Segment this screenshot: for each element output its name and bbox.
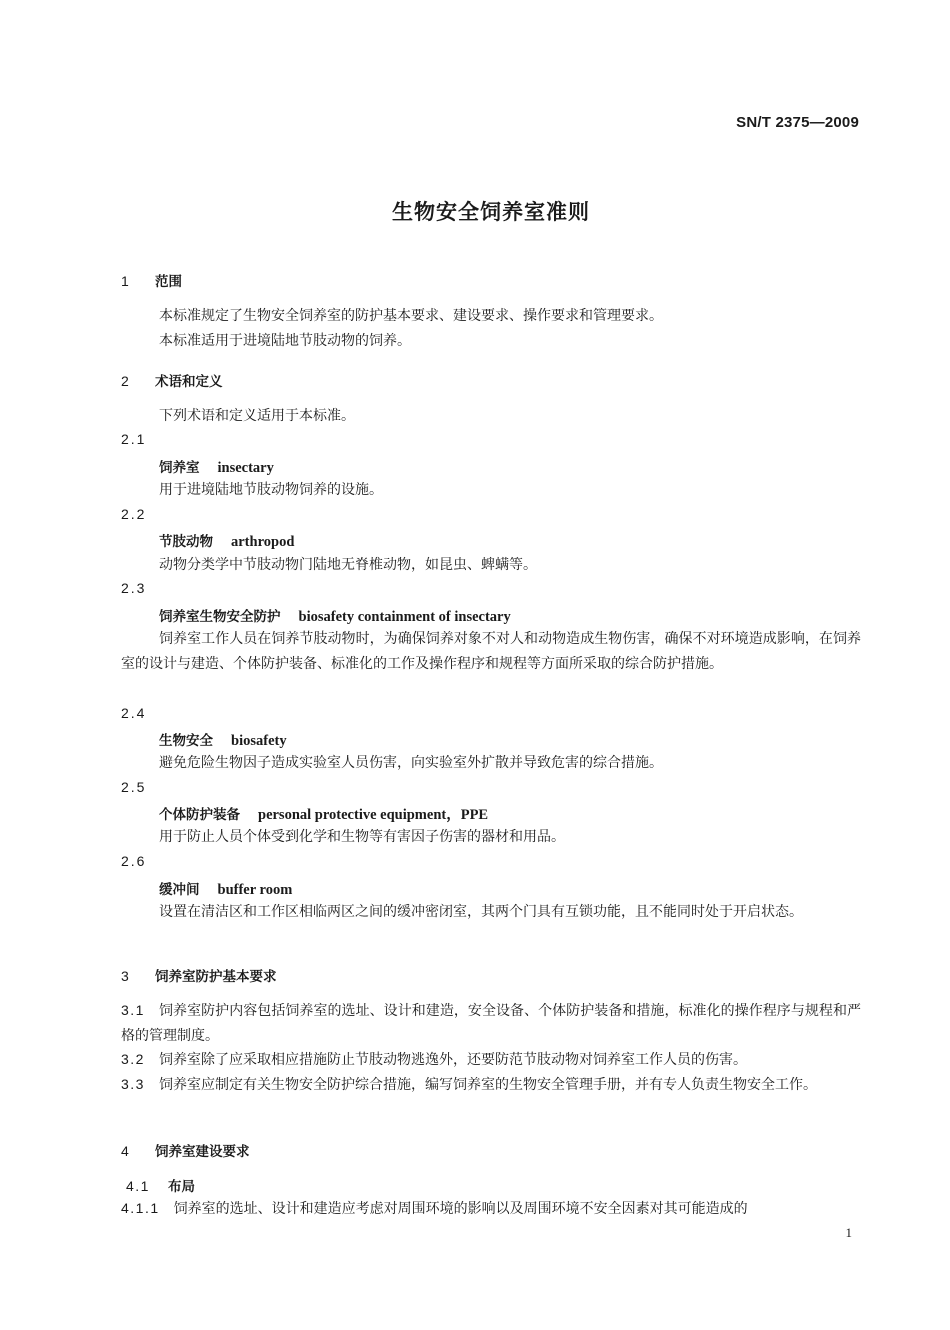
term-title: 个体防护装备 personal protective equipment，PPE [159,807,489,823]
term-definition: 饲养室工作人员在饲养节肢动物时，为确保饲养对象不对人和动物造成生物伤害，确保不对环境造成影响，在饲养室的设计与建造、个体防护装备、标准化的工作及操作程序和规程等方面所采取的综合防护措施。 [121,631,861,672]
term-number: 2.2 [121,506,147,522]
term-number: 2.5 [121,779,147,795]
term-number: 2.1 [121,431,147,447]
standard-number: SN/T 2375—2009 [736,114,859,131]
term-title: 节肢动物 arthropod [159,534,295,550]
page-number: 1 [845,1225,852,1240]
term-title: 缓冲间 buffer room [159,882,293,898]
term-title: 生物安全 biosafety [159,733,287,749]
term-definition: 动物分类学中节肢动物门陆地无脊椎动物，如昆虫、蜱螨等。 [159,557,537,573]
term-number: 2.3 [121,580,147,596]
paragraph: 本标准适用于进境陆地节肢动物的饲养。 [159,333,411,349]
term-title: 饲养室 insectary [159,460,274,476]
section-2-heading: 2 术语和定义 [121,373,223,390]
term-definition: 用于防止人员个体受到化学和生物等有害因子伤害的器材和用品。 [159,829,565,845]
clause: 3.1 饲养室防护内容包括饲养室的选址、设计和建造，安全设备、个体防护装备和措施，标准化的操作程序与规程和严格的管理制度。 [121,1002,861,1044]
page-title: 生物安全饲养室准则 [392,200,590,224]
term-number: 2.6 [121,853,147,869]
section-1-heading: 1 范围 [121,273,182,290]
clause: 4.1.1 饲养室的选址、设计和建造应考虑对周围环境的影响以及周围环境不安全因素对其可能造成的 [121,1200,748,1217]
term-definition: 避免危险生物因子造成实验室人员伤害，向实验室外扩散并导致危害的综合措施。 [159,755,663,771]
section-4-heading: 4 饲养室建设要求 [121,1143,250,1160]
term-definition: 设置在清洁区和工作区相临两区之间的缓冲密闭室，其两个门具有互锁功能，且不能同时处于开启状态。 [159,904,803,920]
term-number: 2.4 [121,705,147,721]
clause: 3.3 饲养室应制定有关生物安全防护综合措施，编写饲养室的生物安全管理手册，并有专人负责生物安全工作。 [121,1076,817,1093]
paragraph: 下列术语和定义适用于本标准。 [159,408,355,424]
term-definition: 用于进境陆地节肢动物饲养的设施。 [159,482,383,498]
clause: 3.2 饲养室除了应采取相应措施防止节肢动物逃逸外，还要防范节肢动物对饲养室工作人员的伤害。 [121,1051,747,1068]
paragraph: 本标准规定了生物安全饲养室的防护基本要求、建设要求、操作要求和管理要求。 [159,308,663,324]
subsection-4-1-heading: 4.1 布局 [126,1178,195,1195]
section-3-heading: 3 饲养室防护基本要求 [121,968,277,985]
term-title: 饲养室生物安全防护 biosafety containment of insectary [159,609,511,625]
